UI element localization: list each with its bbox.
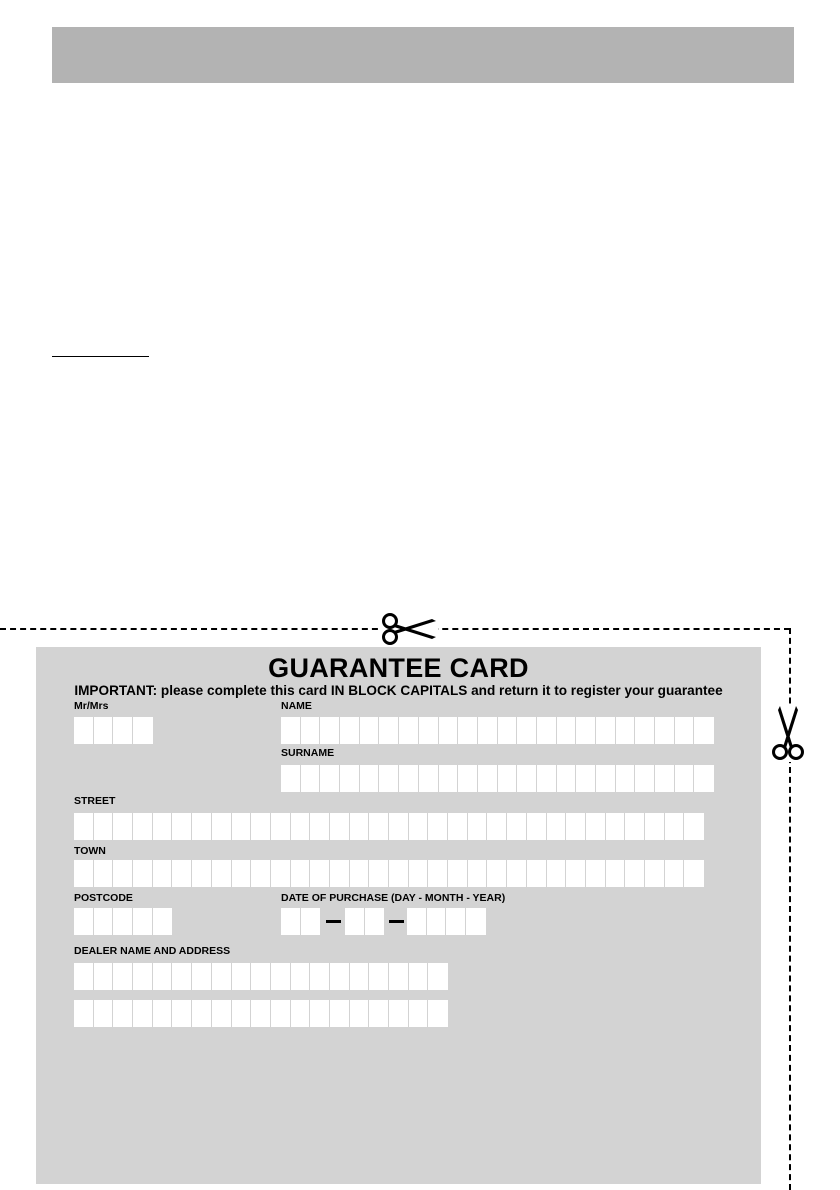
- character-box[interactable]: [365, 908, 385, 935]
- character-box[interactable]: [310, 963, 330, 990]
- town-field[interactable]: [74, 860, 704, 887]
- character-box[interactable]: [74, 860, 94, 887]
- character-box[interactable]: [301, 765, 321, 792]
- character-box[interactable]: [655, 717, 675, 744]
- town-label: TOWN: [74, 845, 106, 857]
- name-field[interactable]: [281, 717, 714, 744]
- character-box[interactable]: [427, 908, 447, 935]
- character-box[interactable]: [320, 717, 340, 744]
- character-box[interactable]: [596, 765, 616, 792]
- character-box[interactable]: [172, 813, 192, 840]
- character-box[interactable]: [281, 908, 301, 935]
- character-box[interactable]: [340, 717, 360, 744]
- character-box[interactable]: [94, 860, 114, 887]
- character-box[interactable]: [74, 1000, 94, 1027]
- character-box[interactable]: [389, 963, 409, 990]
- character-box[interactable]: [320, 765, 340, 792]
- character-box[interactable]: [192, 860, 212, 887]
- character-box[interactable]: [251, 963, 271, 990]
- character-box[interactable]: [212, 963, 232, 990]
- character-box[interactable]: [271, 860, 291, 887]
- character-box[interactable]: [271, 963, 291, 990]
- character-box[interactable]: [232, 963, 252, 990]
- character-box[interactable]: [566, 813, 586, 840]
- character-box[interactable]: [172, 963, 192, 990]
- character-box[interactable]: [271, 1000, 291, 1027]
- character-box[interactable]: [616, 765, 636, 792]
- character-box[interactable]: [675, 717, 695, 744]
- scissors-icon: [380, 612, 438, 646]
- character-box[interactable]: [192, 1000, 212, 1027]
- character-box[interactable]: [232, 860, 252, 887]
- character-box[interactable]: [192, 813, 212, 840]
- character-box[interactable]: [586, 813, 606, 840]
- character-box[interactable]: [350, 963, 370, 990]
- character-box[interactable]: [379, 717, 399, 744]
- character-box[interactable]: [350, 813, 370, 840]
- character-box[interactable]: [625, 860, 645, 887]
- character-box[interactable]: [251, 860, 271, 887]
- character-box[interactable]: [94, 717, 114, 744]
- character-box[interactable]: [330, 813, 350, 840]
- character-box[interactable]: [212, 813, 232, 840]
- dealer-line-1-field[interactable]: [74, 963, 448, 990]
- character-box[interactable]: [507, 813, 527, 840]
- character-box[interactable]: [557, 717, 577, 744]
- character-box[interactable]: [458, 765, 478, 792]
- character-box[interactable]: [389, 813, 409, 840]
- character-box[interactable]: [409, 1000, 429, 1027]
- character-box[interactable]: [439, 717, 459, 744]
- character-box[interactable]: [586, 860, 606, 887]
- character-box[interactable]: [153, 813, 173, 840]
- character-box[interactable]: [428, 860, 448, 887]
- character-box[interactable]: [625, 813, 645, 840]
- character-box[interactable]: [409, 813, 429, 840]
- purchase-year-field[interactable]: [407, 908, 486, 935]
- character-box[interactable]: [507, 860, 527, 887]
- character-box[interactable]: [527, 813, 547, 840]
- street-field[interactable]: [74, 813, 704, 840]
- character-box[interactable]: [133, 813, 153, 840]
- dealer-line-2-field[interactable]: [74, 1000, 448, 1027]
- character-box[interactable]: [419, 765, 439, 792]
- character-box[interactable]: [94, 963, 114, 990]
- character-box[interactable]: [478, 765, 498, 792]
- character-box[interactable]: [301, 717, 321, 744]
- character-box[interactable]: [360, 717, 380, 744]
- character-box[interactable]: [94, 908, 114, 935]
- card-subtitle: IMPORTANT: please complete this card IN BLOCK CAPITALS and return it to register your guarantee: [74, 683, 723, 698]
- character-box[interactable]: [645, 813, 665, 840]
- character-box[interactable]: [281, 765, 301, 792]
- character-box[interactable]: [345, 908, 365, 935]
- character-box[interactable]: [537, 717, 557, 744]
- character-box[interactable]: [616, 717, 636, 744]
- character-box[interactable]: [478, 717, 498, 744]
- character-box[interactable]: [428, 813, 448, 840]
- character-box[interactable]: [310, 813, 330, 840]
- character-box[interactable]: [192, 963, 212, 990]
- character-box[interactable]: [566, 860, 586, 887]
- name-label: NAME: [281, 700, 312, 712]
- character-box[interactable]: [537, 765, 557, 792]
- scissors-icon: [771, 704, 805, 762]
- character-box[interactable]: [527, 860, 547, 887]
- character-box[interactable]: [291, 963, 311, 990]
- title-field[interactable]: [74, 717, 153, 744]
- character-box[interactable]: [350, 860, 370, 887]
- character-box[interactable]: [379, 765, 399, 792]
- character-box[interactable]: [407, 908, 427, 935]
- character-box[interactable]: [212, 1000, 232, 1027]
- character-box[interactable]: [340, 765, 360, 792]
- character-box[interactable]: [74, 813, 94, 840]
- card-title: GUARANTEE CARD: [268, 653, 529, 683]
- character-box[interactable]: [409, 860, 429, 887]
- character-box[interactable]: [251, 813, 271, 840]
- character-box[interactable]: [330, 860, 350, 887]
- character-box[interactable]: [310, 860, 330, 887]
- character-box[interactable]: [310, 1000, 330, 1027]
- character-box[interactable]: [172, 860, 192, 887]
- character-box[interactable]: [458, 717, 478, 744]
- character-box[interactable]: [350, 1000, 370, 1027]
- character-box[interactable]: [448, 860, 468, 887]
- character-box[interactable]: [468, 813, 488, 840]
- surname-field[interactable]: [281, 765, 714, 792]
- character-box[interactable]: [251, 1000, 271, 1027]
- character-box[interactable]: [399, 717, 419, 744]
- character-box[interactable]: [576, 717, 596, 744]
- character-box[interactable]: [684, 813, 704, 840]
- character-box[interactable]: [596, 717, 616, 744]
- character-box[interactable]: [487, 860, 507, 887]
- character-box[interactable]: [232, 813, 252, 840]
- character-box[interactable]: [635, 717, 655, 744]
- character-box[interactable]: [675, 765, 695, 792]
- character-box[interactable]: [153, 860, 173, 887]
- character-box[interactable]: [517, 765, 537, 792]
- character-box[interactable]: [74, 717, 94, 744]
- character-box[interactable]: [291, 860, 311, 887]
- character-box[interactable]: [468, 860, 488, 887]
- character-box[interactable]: [655, 765, 675, 792]
- character-box[interactable]: [466, 908, 486, 935]
- character-box[interactable]: [389, 1000, 409, 1027]
- character-box[interactable]: [172, 1000, 192, 1027]
- character-box[interactable]: [419, 717, 439, 744]
- character-box[interactable]: [212, 860, 232, 887]
- character-box[interactable]: [369, 813, 389, 840]
- character-box[interactable]: [428, 963, 448, 990]
- character-box[interactable]: [635, 765, 655, 792]
- date-of-purchase-label: DATE OF PURCHASE (DAY - MONTH - YEAR): [281, 892, 506, 904]
- character-box[interactable]: [330, 963, 350, 990]
- character-box[interactable]: [271, 813, 291, 840]
- character-box[interactable]: [133, 1000, 153, 1027]
- character-box[interactable]: [94, 813, 114, 840]
- character-box[interactable]: [153, 963, 173, 990]
- character-box[interactable]: [409, 963, 429, 990]
- character-box[interactable]: [428, 1000, 448, 1027]
- character-box[interactable]: [645, 860, 665, 887]
- purchase-day-field[interactable]: [281, 908, 320, 935]
- character-box[interactable]: [665, 860, 685, 887]
- character-box[interactable]: [113, 717, 133, 744]
- character-box[interactable]: [498, 765, 518, 792]
- character-box[interactable]: [301, 908, 321, 935]
- character-box[interactable]: [330, 1000, 350, 1027]
- character-box[interactable]: [498, 717, 518, 744]
- character-box[interactable]: [369, 1000, 389, 1027]
- character-box[interactable]: [684, 860, 704, 887]
- character-box[interactable]: [113, 1000, 133, 1027]
- character-box[interactable]: [291, 1000, 311, 1027]
- character-box[interactable]: [153, 908, 173, 935]
- character-box[interactable]: [74, 908, 94, 935]
- character-box[interactable]: [606, 813, 626, 840]
- character-box[interactable]: [547, 813, 567, 840]
- character-box[interactable]: [113, 908, 133, 935]
- header-bar: [52, 27, 794, 83]
- character-box[interactable]: [557, 765, 577, 792]
- character-box[interactable]: [369, 860, 389, 887]
- dealer-label: DEALER NAME AND ADDRESS: [74, 945, 231, 957]
- character-box[interactable]: [232, 1000, 252, 1027]
- character-box[interactable]: [576, 765, 596, 792]
- postcode-label: POSTCODE: [74, 892, 133, 904]
- title-label: Mr/Mrs: [74, 700, 109, 712]
- character-box[interactable]: [487, 813, 507, 840]
- character-box[interactable]: [133, 860, 153, 887]
- character-box[interactable]: [94, 1000, 114, 1027]
- date-separator: [389, 920, 404, 923]
- character-box[interactable]: [133, 963, 153, 990]
- character-box[interactable]: [360, 765, 380, 792]
- date-separator: [326, 920, 341, 923]
- character-box[interactable]: [133, 908, 153, 935]
- character-box[interactable]: [153, 1000, 173, 1027]
- street-label: STREET: [74, 795, 116, 807]
- character-box[interactable]: [133, 717, 153, 744]
- character-box[interactable]: [439, 765, 459, 792]
- character-box[interactable]: [547, 860, 567, 887]
- character-box[interactable]: [113, 813, 133, 840]
- character-box[interactable]: [281, 717, 301, 744]
- character-box[interactable]: [291, 813, 311, 840]
- character-box[interactable]: [389, 860, 409, 887]
- guarantee-card: [36, 647, 761, 1184]
- section-underline: [52, 356, 149, 357]
- character-box[interactable]: [74, 963, 94, 990]
- character-box[interactable]: [694, 765, 714, 792]
- surname-label: SURNAME: [281, 747, 335, 759]
- character-box[interactable]: [694, 717, 714, 744]
- postcode-field[interactable]: [74, 908, 172, 935]
- character-box[interactable]: [113, 963, 133, 990]
- purchase-month-field[interactable]: [345, 908, 384, 935]
- character-box[interactable]: [113, 860, 133, 887]
- character-box[interactable]: [517, 717, 537, 744]
- character-box[interactable]: [606, 860, 626, 887]
- character-box[interactable]: [369, 963, 389, 990]
- character-box[interactable]: [399, 765, 419, 792]
- character-box[interactable]: [446, 908, 466, 935]
- character-box[interactable]: [448, 813, 468, 840]
- character-box[interactable]: [665, 813, 685, 840]
